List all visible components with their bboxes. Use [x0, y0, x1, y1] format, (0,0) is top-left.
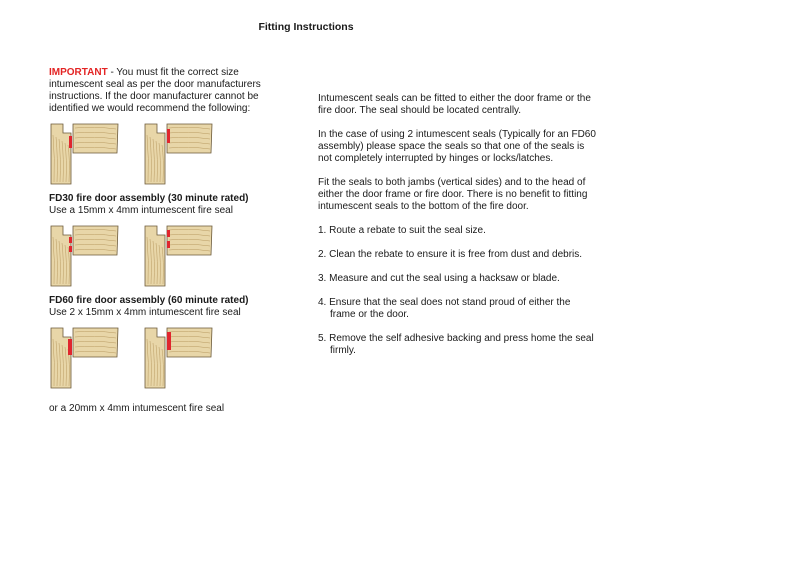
fd30-diagrams: [49, 123, 289, 193]
fd60-heading: FD60 fire door assembly (60 minute rated): [49, 295, 249, 306]
fd30-text: Use a 15mm x 4mm intumescent fire seal: [49, 205, 233, 216]
door-double-seal-diagram: [143, 225, 213, 287]
intro-paragraph: Intumescent seals can be fitted to either the door frame or the fire door. The seal should be located centrally.: [318, 93, 591, 116]
left-column: [49, 67, 289, 415]
jambs-paragraph: Fit the seals to both jambs (vertical sides) and to the head of either the door frame or fire door. There is no benefit to fitting intumescent seals to the bottom of the fire door.: [318, 177, 588, 212]
important-text: - You must fit the correct size intumescent seal as per the door manufacturers instructions. If the door manufacturer cannot be identified we would recommend the following:: [49, 67, 261, 114]
spacing-paragraph: In the case of using 2 intumescent seals (Typically for an FD60 assembly) please space the seals so that one of the seals is not completely interrupted by hinges or locks/latches.: [318, 129, 596, 164]
step-3: 3. Measure and cut the seal using a hacksaw or blade.: [318, 273, 560, 284]
step-1: 1. Route a rebate to suit the seal size.: [318, 225, 486, 236]
door-wide-seal-diagram: [143, 327, 213, 389]
important-label: IMPORTANT: [49, 67, 108, 78]
step-5: 5. Remove the self adhesive backing and press home the seal firmly.: [318, 333, 594, 356]
fd30-heading: FD30 fire door assembly (30 minute rated): [49, 193, 249, 204]
step-4: 4. Ensure that the seal does not stand proud of either the frame or the door.: [318, 297, 571, 320]
page-title: Fitting Instructions: [258, 21, 354, 33]
fd60-diagrams: [49, 225, 289, 295]
frame-double-seal-diagram: [49, 225, 119, 287]
frame-wide-seal-diagram: [49, 327, 119, 389]
step-2: 2. Clean the rebate to ensure it is free from dust and debris.: [318, 249, 583, 260]
door-seal-diagram: [143, 123, 213, 185]
alt-seal-text: or a 20mm x 4mm intumescent fire seal: [49, 403, 225, 414]
alt-diagrams: [49, 327, 289, 397]
fd60-text: Use 2 x 15mm x 4mm intumescent fire seal: [49, 307, 241, 318]
right-column: [318, 93, 598, 369]
frame-seal-diagram: [49, 123, 119, 185]
important-note: [49, 67, 289, 115]
